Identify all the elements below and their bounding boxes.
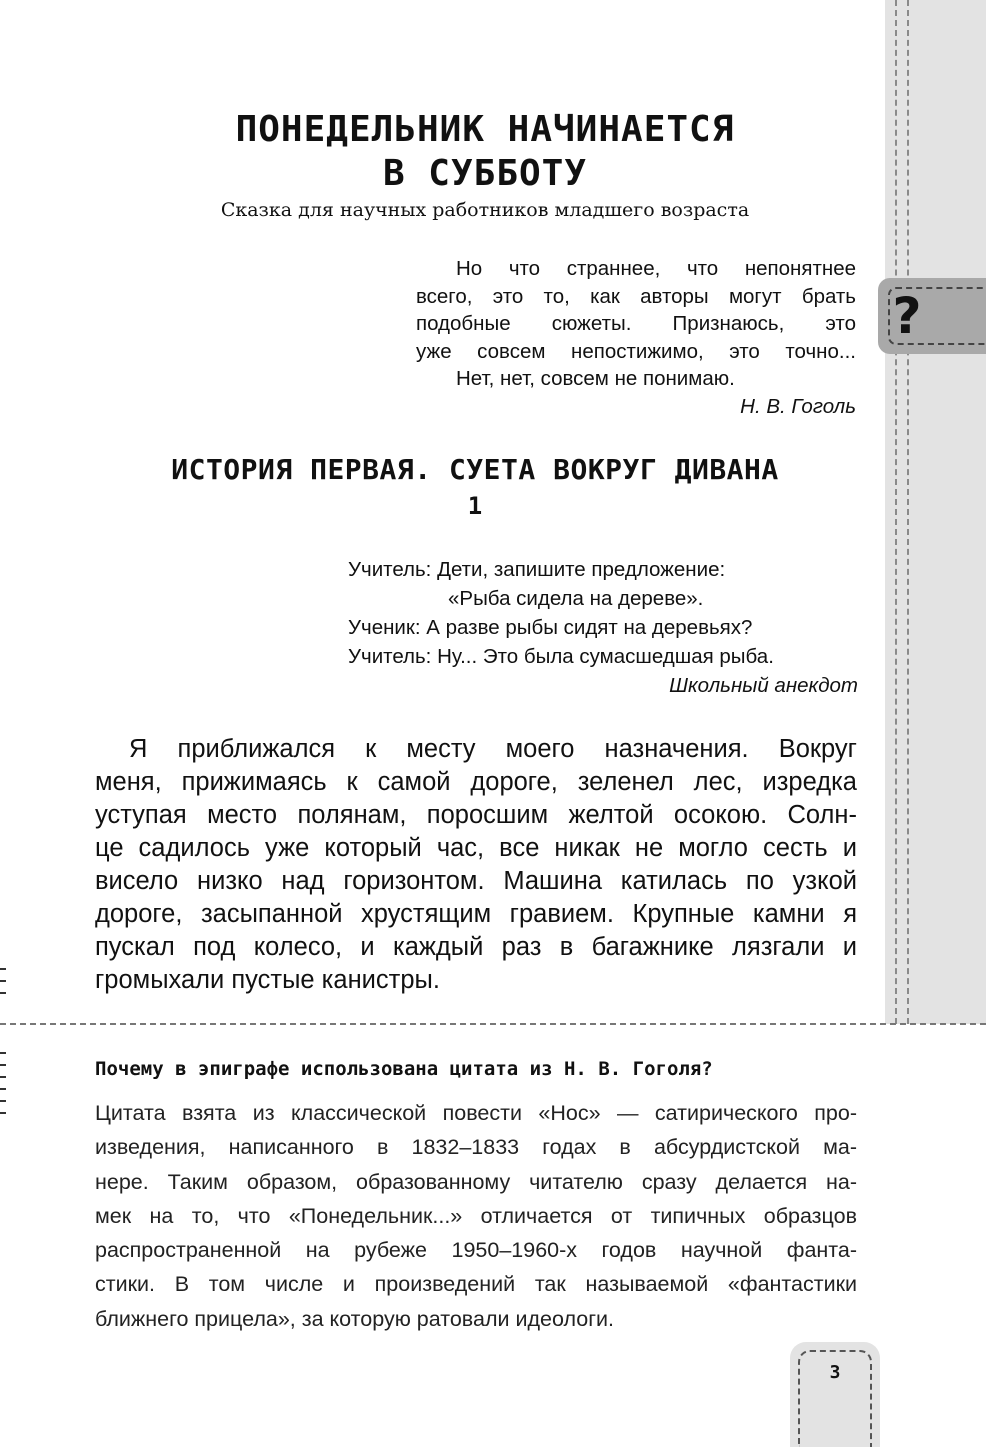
- chapter-title: ИСТОРИЯ ПЕРВАЯ. СУЕТА ВОКРУГ ДИВАНА: [171, 453, 779, 486]
- answer-line: Цитата взята из классической повести «Нос» — сатирического про-: [95, 1101, 857, 1125]
- section-divider: [0, 1023, 986, 1025]
- answer-line: изведения, написанного в 1832–1833 годах в абсурдистской ма-: [95, 1135, 857, 1160]
- sidebar-dashed-border: [895, 0, 897, 1024]
- main-paragraph: [95, 733, 857, 997]
- epigraph-line: Учитель: Ну... Это была сумасшедшая рыба.: [348, 645, 774, 668]
- answer-line: ближнего прицела», за которую ратовали идеологи.: [95, 1306, 615, 1331]
- paragraph-line: громыхали пустые канистры.: [95, 966, 440, 994]
- paragraph-line: дороге, засыпанной хрустящим гравием. Крупные камни я: [95, 900, 857, 928]
- epigraph-anecdote: [348, 555, 858, 700]
- answer-line: стики. В том числе и произведений так называемой «фантастики: [95, 1272, 857, 1297]
- book-title: [140, 108, 830, 196]
- answer-line: мек на то, что «Понедельник...» отличается от типичных образцов: [95, 1203, 857, 1228]
- epigraph-line: уже совсем непостижимо, это точно...: [416, 339, 856, 363]
- commentary-answer: [95, 1096, 857, 1336]
- commentary-question: Почему в эпиграфе использована цитата из Н. В. Гоголя?: [95, 1058, 713, 1080]
- paragraph-line: пускал под колесо, и каждый раз в багажнике лязгали и: [95, 933, 857, 961]
- book-title-line2: В СУББОТУ: [382, 153, 588, 194]
- epigraph-line: Ученик: А разве рыбы сидят на деревьях?: [348, 616, 753, 639]
- paragraph-line: меня, прижимаясь к самой дороге, зеленел лес, изредка: [95, 768, 857, 796]
- answer-line: нере. Таким образом, образованному читателю сразу делается на-: [95, 1169, 857, 1194]
- paragraph-line: Я приближался к месту моего назначения. Вокруг: [129, 735, 857, 763]
- epigraph-gogol: [416, 255, 856, 420]
- epigraph-author: Н. В. Гоголь: [740, 394, 856, 418]
- answer-line: распространенной на рубеже 1950–1960-х годов научной фанта-: [95, 1238, 857, 1263]
- epigraph-line: всего, это то, как авторы могут брать: [416, 284, 856, 308]
- epigraph-source: Школьный анекдот: [669, 674, 858, 697]
- sidebar-dashed-border-inner: [907, 0, 909, 1024]
- sidebar-panel: [885, 0, 986, 1024]
- book-subtitle: Сказка для научных работников младшего возраста: [220, 199, 750, 221]
- page-number: 3: [829, 1362, 841, 1383]
- paragraph-line: уступая место полянам, поросшим желтой осокою. Солн-: [95, 801, 857, 829]
- epigraph-line: Но что страннее, что непонятнее: [456, 257, 856, 280]
- paragraph-line: це садилось уже который час, все никак не могло сесть и: [95, 834, 857, 862]
- epigraph-line: «Рыба сидела на дереве».: [448, 587, 704, 610]
- chapter-number: 1: [467, 492, 483, 520]
- question-mark-icon: ?: [892, 287, 922, 345]
- epigraph-line: подобные сюжеты. Признаюсь, это: [416, 312, 856, 335]
- paragraph-line: висело низко над горизонтом. Машина катилась по узкой: [95, 867, 857, 895]
- book-title-line1: ПОНЕДЕЛЬНИК НАЧИНАЕТСЯ: [235, 109, 735, 150]
- epigraph-line: Учитель: Дети, запишите предложение:: [348, 558, 726, 581]
- epigraph-line: Нет, нет, совсем не понимаю.: [456, 367, 735, 390]
